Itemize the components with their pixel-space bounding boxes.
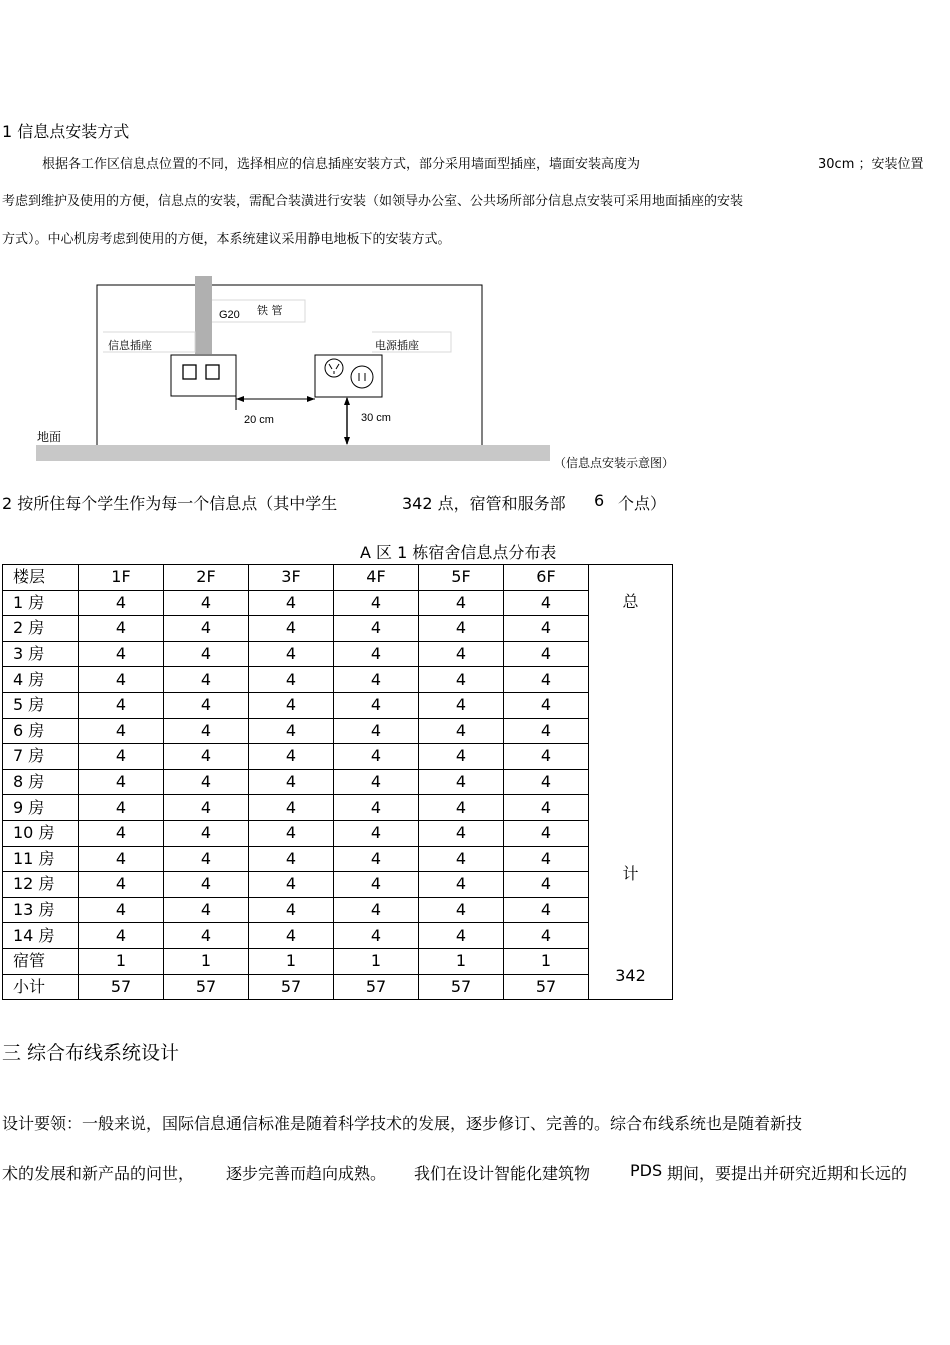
section2-line-c: 6 (594, 491, 605, 510)
value-cell: 4 (504, 718, 589, 744)
table-row (3, 974, 673, 1000)
value-cell: 4 (504, 667, 589, 693)
value-cell: 4 (249, 769, 334, 795)
row-label-cell: 14 房 (3, 923, 79, 949)
section3-line2-b: 逐步完善而趋向成熟。 (226, 1164, 387, 1183)
ground-bar (36, 445, 550, 461)
value-cell: 4 (419, 641, 504, 667)
value-cell: 4 (79, 769, 164, 795)
row-label-cell: 小计 (3, 974, 79, 1000)
table-row (3, 718, 673, 744)
value-cell: 1 (79, 948, 164, 974)
value-cell: 4 (164, 667, 249, 693)
row-label-cell: 12 房 (3, 872, 79, 898)
value-cell: 4 (419, 872, 504, 898)
section3-line2-e: 期间，要提出并研究近期和长远的 (667, 1164, 908, 1183)
value-cell: 4 (419, 795, 504, 821)
header-cell: 4F (334, 565, 419, 591)
power-outlet-2-icon (351, 366, 373, 388)
table-row (3, 795, 673, 821)
value-cell: 4 (249, 846, 334, 872)
header-cell: 楼层 (3, 565, 79, 591)
row-label-cell: 10 房 (3, 820, 79, 846)
value-cell: 4 (249, 590, 334, 616)
value-cell: 1 (504, 948, 589, 974)
value-cell: 57 (504, 974, 589, 1000)
table-row (3, 616, 673, 642)
value-cell: 4 (249, 872, 334, 898)
section3-line2-d: PDS (630, 1161, 663, 1180)
row-label-cell: 2 房 (3, 616, 79, 642)
value-cell: 4 (419, 820, 504, 846)
value-cell: 4 (249, 692, 334, 718)
value-cell: 4 (164, 590, 249, 616)
value-cell: 4 (334, 718, 419, 744)
value-cell: 4 (504, 616, 589, 642)
value-cell: 4 (334, 667, 419, 693)
value-cell: 4 (504, 820, 589, 846)
value-cell: 4 (504, 641, 589, 667)
value-cell: 4 (79, 616, 164, 642)
value-cell: 4 (419, 590, 504, 616)
value-cell: 1 (334, 948, 419, 974)
table-row (3, 590, 673, 616)
value-cell: 57 (334, 974, 419, 1000)
header-cell: 1F (79, 565, 164, 591)
value-cell: 4 (79, 667, 164, 693)
value-cell: 4 (79, 641, 164, 667)
value-cell: 4 (334, 872, 419, 898)
value-cell: 4 (334, 846, 419, 872)
value-cell: 4 (249, 744, 334, 770)
section2-line-d: 个点） (618, 494, 667, 513)
row-label-cell: 9 房 (3, 795, 79, 821)
value-cell: 4 (504, 846, 589, 872)
value-cell: 4 (419, 667, 504, 693)
value-cell: 4 (249, 897, 334, 923)
value-cell: 4 (419, 923, 504, 949)
value-cell: 4 (334, 692, 419, 718)
value-cell: 4 (79, 820, 164, 846)
value-cell: 4 (334, 820, 419, 846)
total-char-2: 计 (622, 864, 639, 883)
value-cell: 4 (164, 769, 249, 795)
value-cell: 4 (504, 590, 589, 616)
value-cell: 4 (249, 820, 334, 846)
table-header-row (3, 565, 673, 591)
value-cell: 4 (79, 718, 164, 744)
value-cell: 4 (334, 641, 419, 667)
value-cell: 4 (334, 923, 419, 949)
total-value: 342 (615, 966, 646, 985)
value-cell: 4 (249, 923, 334, 949)
value-cell: 4 (419, 692, 504, 718)
wall-outline (97, 285, 482, 445)
value-cell: 4 (504, 769, 589, 795)
row-label-cell: 8 房 (3, 769, 79, 795)
value-cell: 57 (79, 974, 164, 1000)
iron-pipe (195, 276, 212, 354)
info-point-table (2, 564, 673, 1000)
table-row (3, 846, 673, 872)
row-label-cell: 1 房 (3, 590, 79, 616)
value-cell: 4 (504, 923, 589, 949)
table-row (3, 744, 673, 770)
g20-label: G20 (219, 309, 240, 321)
power-socket (315, 355, 382, 397)
section3-line2-a: 术的发展和新产品的问世， (2, 1164, 195, 1183)
value-cell: 57 (419, 974, 504, 1000)
value-cell: 4 (334, 744, 419, 770)
value-cell: 4 (504, 795, 589, 821)
value-cell: 1 (164, 948, 249, 974)
info-socket-label: 信息插座 (108, 339, 152, 352)
table-row (3, 667, 673, 693)
section1-line3: 方式）。中心机房考虑到使用的方便，本系统建议采用静电地板下的安装方式。 (2, 232, 451, 247)
value-cell: 4 (334, 897, 419, 923)
value-cell: 4 (419, 769, 504, 795)
value-cell: 4 (334, 795, 419, 821)
value-cell: 4 (164, 846, 249, 872)
value-cell: 4 (504, 897, 589, 923)
header-cell: 3F (249, 565, 334, 591)
section3-line2-c: 我们在设计智能化建筑物 (414, 1164, 591, 1183)
table-row (3, 769, 673, 795)
section1-heading: 1 信息点安装方式 (2, 122, 130, 141)
total-char-1: 总 (622, 592, 639, 611)
value-cell: 4 (249, 667, 334, 693)
value-cell: 4 (164, 820, 249, 846)
row-label-cell: 7 房 (3, 744, 79, 770)
total-cell (589, 565, 673, 1000)
value-cell: 4 (79, 744, 164, 770)
info-socket (171, 355, 236, 396)
row-label-cell: 3 房 (3, 641, 79, 667)
row-label-cell: 宿管 (3, 948, 79, 974)
section2-line-b: 342 点，宿管和服务部 (402, 494, 566, 513)
value-cell: 4 (164, 923, 249, 949)
section1-line1-end: 30cm ；安装位置 (818, 157, 924, 172)
table-row (3, 692, 673, 718)
value-cell: 4 (419, 616, 504, 642)
value-cell: 1 (419, 948, 504, 974)
value-cell: 4 (249, 795, 334, 821)
value-cell: 4 (79, 872, 164, 898)
header-cell: 5F (419, 565, 504, 591)
info-port-1-icon (183, 365, 196, 379)
value-cell: 4 (79, 897, 164, 923)
installation-diagram (0, 270, 950, 480)
table-row (3, 820, 673, 846)
value-cell: 4 (419, 744, 504, 770)
power-socket-label: 电源插座 (375, 339, 419, 352)
value-cell: 4 (164, 718, 249, 744)
row-label-cell: 5 房 (3, 692, 79, 718)
value-cell: 4 (79, 590, 164, 616)
value-cell: 4 (249, 616, 334, 642)
row-label-cell: 13 房 (3, 897, 79, 923)
value-cell: 4 (504, 872, 589, 898)
section3-heading: 三 综合布线系统设计 (2, 1042, 180, 1064)
dimension-20cm-label: 20 cm (244, 414, 274, 426)
diagram-caption: （信息点安装示意图） (554, 456, 675, 470)
table-row (3, 641, 673, 667)
row-label-cell: 11 房 (3, 846, 79, 872)
value-cell: 4 (164, 616, 249, 642)
value-cell: 57 (164, 974, 249, 1000)
value-cell: 4 (419, 897, 504, 923)
value-cell: 4 (79, 923, 164, 949)
value-cell: 4 (79, 846, 164, 872)
value-cell: 4 (164, 897, 249, 923)
table-title: A 区 1 栋宿舍信息点分布表 (360, 543, 557, 562)
value-cell: 4 (164, 795, 249, 821)
value-cell: 57 (249, 974, 334, 1000)
value-cell: 1 (249, 948, 334, 974)
section1-line2: 考虑到维护及使用的方便，信息点的安装，需配合装潢进行安装（如领导办公室、公共场所部分信息点安装可采用地面插座的安装 (2, 194, 744, 209)
value-cell: 4 (334, 590, 419, 616)
value-cell: 4 (164, 744, 249, 770)
value-cell: 4 (164, 692, 249, 718)
value-cell: 4 (79, 795, 164, 821)
row-label-cell: 4 房 (3, 667, 79, 693)
value-cell: 4 (334, 616, 419, 642)
section2-line-a: 2 按所住每个学生作为每一个信息点（其中学生 (2, 494, 338, 513)
power-outlet-1-icon (325, 359, 343, 377)
table-row (3, 897, 673, 923)
value-cell: 4 (249, 718, 334, 744)
value-cell: 4 (164, 641, 249, 667)
value-cell: 4 (419, 718, 504, 744)
header-cell: 6F (504, 565, 589, 591)
value-cell: 4 (249, 641, 334, 667)
dimension-30cm-label: 30 cm (361, 412, 391, 424)
header-cell: 2F (164, 565, 249, 591)
value-cell: 4 (79, 692, 164, 718)
value-cell: 4 (334, 769, 419, 795)
section1-line1: 根据各工作区信息点位置的不同，选择相应的信息插座安装方式，部分采用墙面型插座，墙面安装高度为 (42, 157, 641, 172)
value-cell: 4 (164, 872, 249, 898)
table-row (3, 872, 673, 898)
table-row (3, 948, 673, 974)
row-label-cell: 6 房 (3, 718, 79, 744)
section3-line1: 设计要领：一般来说，国际信息通信标准是随着科学技术的发展，逐步修订、完善的。综合布线系统也是随着新技 (2, 1114, 803, 1133)
iron-pipe-label: 铁 管 (257, 304, 283, 317)
floor-label: 地面 (37, 430, 62, 444)
value-cell: 4 (419, 846, 504, 872)
table-row (3, 923, 673, 949)
value-cell: 4 (504, 692, 589, 718)
info-port-2-icon (206, 365, 219, 379)
value-cell: 4 (504, 744, 589, 770)
